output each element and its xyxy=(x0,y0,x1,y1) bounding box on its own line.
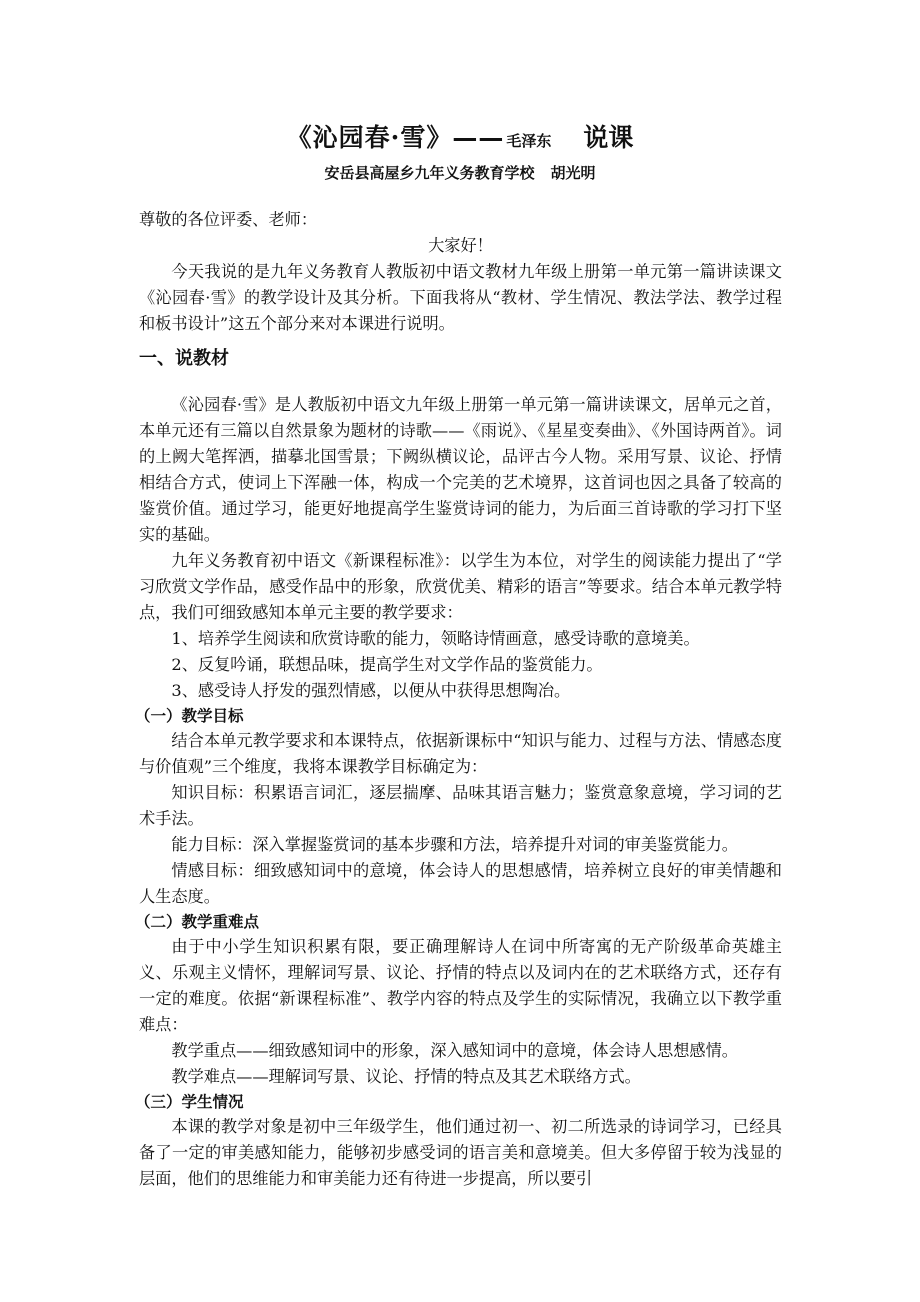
paragraph: 本课的教学对象是初中三年级学生，他们通过初一、初二所选录的诗词学习，已经具备了一定的审美感知能力，能够初步感受词的语言美和意境美。但大多停留于较为浅显的层面，他们的思维能力和审美能力还有待进一步提高，所以要引 xyxy=(139,1117,782,1188)
title-main: 《沁园春·雪》—— xyxy=(286,123,505,152)
paragraph: 《沁园春·雪》是人教版初中语文九年级上册第一单元第一篇讲读课文，居单元之首，本单元还有三篇以自然景象为题材的诗歌——《雨说》、《星星变奏曲》、《外国诗两首》。词的上阙大笔挥洒，描摹北国雪景；下阙纵横议论，品评古今人物。采用写景、议论、抒情相结合方式，使词上下浑融一体，构成一个完美的艺术境界，这首词也因之具备了较高的鉴赏价值。通过学习，能更好地提高学生鉴赏诗词的能力，为后面三首诗歌的学习打下坚实的基础。 xyxy=(139,395,782,544)
section-1-heading-block xyxy=(139,344,782,374)
subsection-heading: （一）教学目标 xyxy=(135,707,244,725)
paragraph: 由于中小学生知识积累有限，要正确理解诗人在词中所寄寓的无产阶级革命英雄主义、乐观主义情怀，理解词写景、议论、抒情的特点以及词内在的艺术联络方式，还存有一定的难度。依据“新课程标准”、教学内容的特点及学生的实际情况，我确立以下教学重难点： xyxy=(139,937,782,1034)
title-suffix: 说课 xyxy=(583,123,634,152)
paragraph: 知识目标：积累语言词汇，逐层揣摩、品味其语言魅力；鉴赏意象意境，学习词的艺术手法。 xyxy=(139,783,782,828)
school-name: 安岳县高屋乡九年义务教育学校 xyxy=(324,164,535,182)
subsection-heading: （三）学生情况 xyxy=(135,1093,244,1111)
intro-block xyxy=(139,207,782,337)
paragraph: 教学重点——细致感知词中的形象，深入感知词中的意境，体会诗人思想感情。 xyxy=(171,1041,738,1060)
document-subtitle xyxy=(0,162,920,183)
document-title xyxy=(0,118,920,154)
list-item: 3、感受诗人抒发的强烈情感，以便从中获得思想陶冶。 xyxy=(171,681,571,700)
list-item: 1、培养学生阅读和欣赏诗歌的能力，领略诗情画意，感受诗歌的意境美。 xyxy=(171,629,700,648)
paragraph: 能力目标：深入掌握鉴赏词的基本步骤和方法，培养提升对词的审美鉴赏能力。 xyxy=(171,835,738,854)
intro-paragraph: 今天我说的是九年义务教育人教版初中语文教材九年级上册第一单元第一篇讲读课文《沁园春·雪》的教学设计及其分析。下面我将从“教材、学生情况、教法学法、教学过程和板书设计”这五个部分来对本课进行说明。 xyxy=(139,262,782,333)
author-name: 胡光明 xyxy=(550,164,596,182)
section-1-body xyxy=(135,392,782,1192)
title-author: 毛泽东 xyxy=(506,132,552,150)
paragraph: 教学难点——理解词写景、议论、抒情的特点及其艺术联络方式。 xyxy=(171,1067,641,1086)
greeting: 大家好！ xyxy=(428,236,493,255)
list-item: 2、反复吟诵，联想品味，提高学生对文学作品的鉴赏能力。 xyxy=(171,655,603,674)
paragraph: 情感目标：细致感知词中的意境，体会诗人的思想感情，培养树立良好的审美情趣和人生态度。 xyxy=(139,861,782,906)
salutation: 尊敬的各位评委、老师： xyxy=(139,210,318,229)
paragraph: 九年义务教育初中语文《新课程标准》：以学生为本位，对学生的阅读能力提出了“学习欣赏文学作品，感受作品中的形象，欣赏优美、精彩的语言”等要求。结合本单元教学特点，我们可细致感知本单元主要的教学要求： xyxy=(139,551,782,622)
paragraph: 结合本单元教学要求和本课特点，依据新课标中“知识与能力、过程与方法、情感态度与价值观”三个维度，我将本课教学目标确定为： xyxy=(139,731,782,776)
section-heading: 一、说教材 xyxy=(139,348,229,369)
subsection-heading: （二）教学重难点 xyxy=(135,913,260,931)
